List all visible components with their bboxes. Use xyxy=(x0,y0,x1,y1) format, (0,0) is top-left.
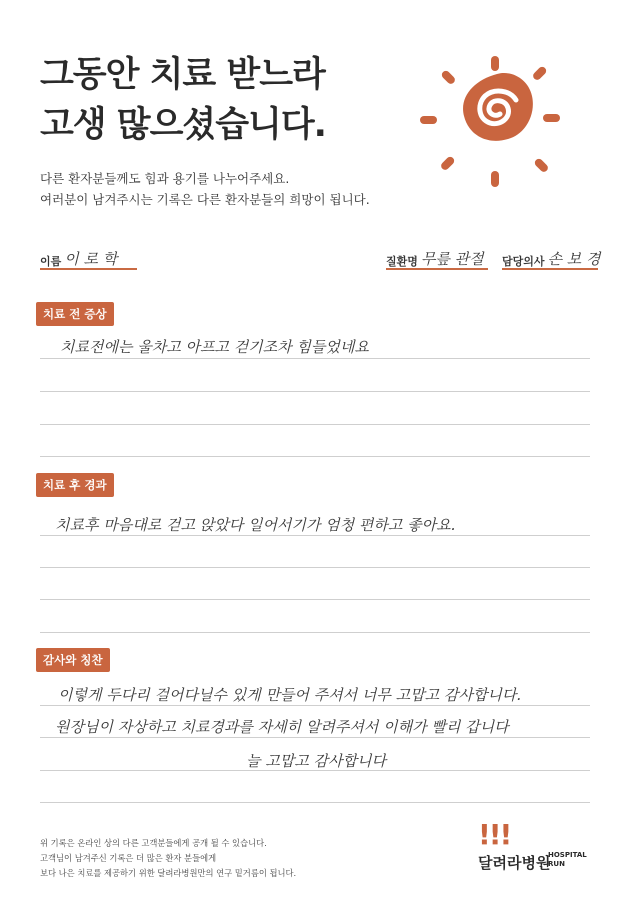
thanks-line-1: 이렇게 두다리 걸어다닐수 있게 만들어 주셔서 너무 고맙고 감사합니다. xyxy=(58,686,522,704)
page-subtitle xyxy=(40,168,370,210)
logo-mark: !!! xyxy=(478,818,511,851)
writing-rule xyxy=(40,770,590,771)
name-field[interactable] xyxy=(40,248,117,269)
writing-rule xyxy=(40,705,590,706)
writing-rule xyxy=(40,391,590,392)
logo-name: 달려라병원 xyxy=(478,854,551,872)
disease-value: 무릎 관절 xyxy=(420,250,484,268)
footer-line-3: 보다 나은 치료를 제공하기 위한 달려라병원만의 연구 밑거름이 됩니다. xyxy=(40,868,297,878)
disease-label: 질환명 xyxy=(386,255,418,268)
doctor-value: 손 보 경 xyxy=(547,250,601,268)
sun-icon xyxy=(414,52,574,202)
writing-rule xyxy=(40,424,590,425)
title-line-1: 그동안 치료 받느라 xyxy=(40,55,325,95)
title-line-2: 고생 많으셨습니다. xyxy=(40,105,326,145)
section-label-before: 치료 전 증상 xyxy=(36,302,114,326)
name-label: 이름 xyxy=(40,255,62,268)
writing-rule xyxy=(40,567,590,568)
thanks-line-2: 원장님이 자상하고 치료경과를 자세히 알려주셔서 이해가 빨리 갑니다 xyxy=(55,718,509,736)
doctor-underline xyxy=(502,268,598,270)
writing-rule xyxy=(40,802,590,803)
subtitle-line-2: 여러분이 남겨주시는 기록은 다른 환자분들의 희망이 됩니다. xyxy=(40,192,370,207)
logo-en-line-1: HOSPITAL xyxy=(548,851,587,859)
hospital-logo xyxy=(478,818,587,872)
writing-rule xyxy=(40,535,590,536)
name-value: 이 로 학 xyxy=(64,250,118,268)
before-line-1: 치료전에는 울차고 아프고 걷기조차 힘들었네요 xyxy=(60,338,369,356)
footer-line-1: 위 기록은 온라인 상의 다른 고객분들에게 공개 될 수 있습니다. xyxy=(40,838,267,848)
writing-rule xyxy=(40,599,590,600)
disease-field[interactable] xyxy=(386,248,484,269)
name-underline xyxy=(40,268,137,270)
writing-rule xyxy=(40,456,590,457)
logo-en-line-2: RUN xyxy=(548,860,565,868)
writing-rule xyxy=(40,632,590,633)
section-label-thanks: 감사와 칭찬 xyxy=(36,648,110,672)
section-label-after: 치료 후 경과 xyxy=(36,473,114,497)
footer-notice xyxy=(40,836,296,881)
doctor-label: 담당의사 xyxy=(502,255,545,268)
subtitle-line-1: 다른 환자분들께도 힘과 용기를 나누어주세요. xyxy=(40,171,290,186)
writing-rule xyxy=(40,737,590,738)
thanks-line-3: 늘 고맙고 감사합니다 xyxy=(246,752,386,770)
disease-underline xyxy=(386,268,488,270)
after-line-1: 치료후 마음대로 걷고 앉았다 일어서기가 엄청 편하고 좋아요. xyxy=(55,516,456,534)
doctor-field[interactable] xyxy=(502,248,601,269)
page-title xyxy=(40,50,326,150)
logo-english xyxy=(548,851,587,869)
writing-rule xyxy=(40,358,590,359)
footer-line-2: 고객님이 남겨주신 기록은 더 많은 환자 분들에게 xyxy=(40,853,217,863)
